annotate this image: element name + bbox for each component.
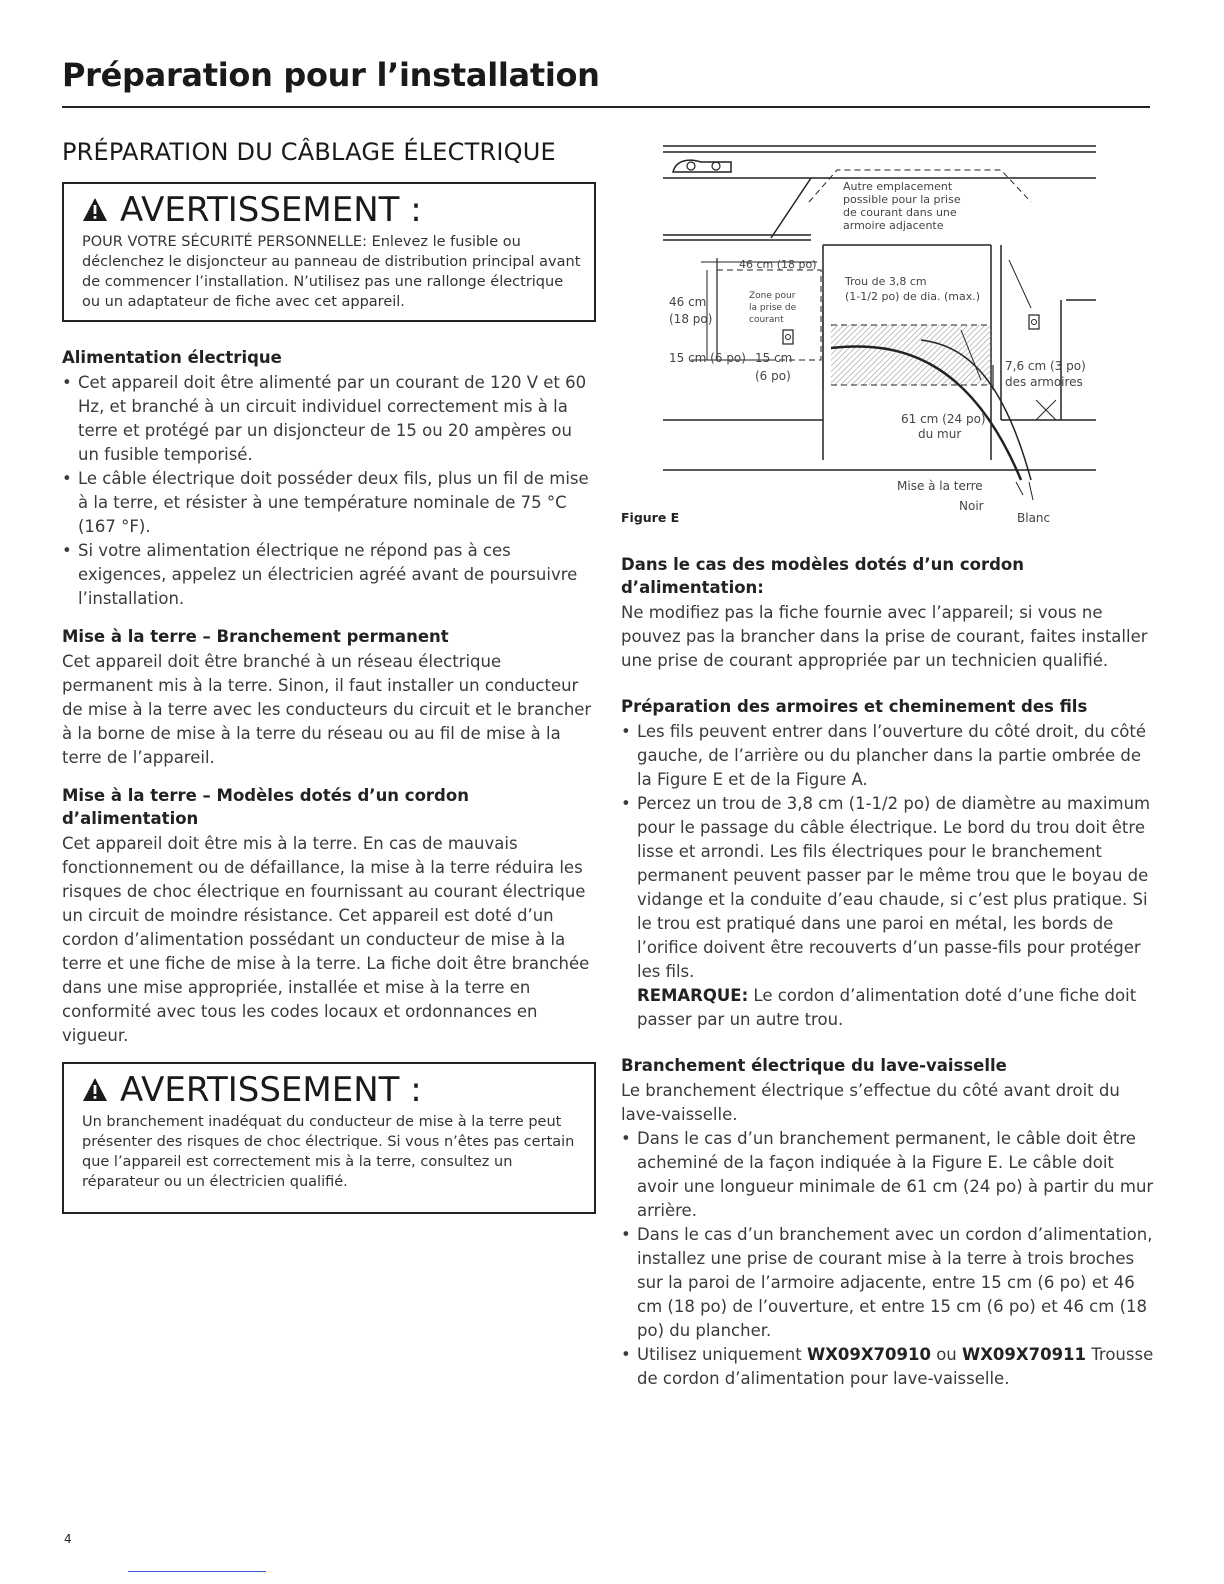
label-alt-location: de courant dans une [843,206,957,219]
section-title: PRÉPARATION DU CÂBLAGE ÉLECTRIQUE [62,138,556,166]
kit-text-mid: ou [930,1345,962,1364]
label-wall: du mur [918,427,962,441]
warning-title-2: AVERTISSEMENT : [120,1070,422,1110]
list-item: • Percez un trou de 3,8 cm (1-1/2 po) de diamètre au maximum pour le passage du câble électrique. Le bord du trou doit être lisse et arrondi. Les fils électriques pour le branchement permanent peuvent passer par le même trou que le boyau de vidange et la conduite d’eau chaude, si c’est plus pratique. Si le trou est pratiqué dans une paroi en métal, les bords de l’orifice doivent être recouverts d’un passe-fils pour protéger les fils. [621,792,1155,984]
note-label: REMARQUE: [637,986,749,1005]
page-number: 4 [64,1532,72,1546]
connection-heading: Branchement électrique du lave-vaisselle [621,1056,1007,1075]
list-item [621,1343,1155,1391]
grounding-permanent-text: Cet appareil doit être branché à un réseau électrique permanent mis à la terre. Sinon, il faut installer un conducteur de mise à la terre avec les conducteurs du circuit et le brancher à la borne de mise à la terre du réseau ou au fil de mise à la terre de l’appareil. [62,652,592,767]
label-height-46: (18 po) [669,312,713,326]
note-text: Le cordon d’alimentation doté d’une fiche doit passer par un autre trou. [637,986,1137,1029]
label-width-46: 46 cm (18 po) [739,258,817,271]
list-item: • Cet appareil doit être alimenté par un courant de 120 V et 60 Hz, et branché à un circuit individuel correctement mis à la terre et protégé par un disjoncteur de 15 ou 20 ampères ou un fusible temporisé. [62,371,596,467]
list-item: • Le câble électrique doit posséder deux fils, plus un fil de mise à la terre, et résister à une température nominale de 75 °C (167 °F). [62,467,596,539]
warning-triangle-icon [82,197,108,223]
cabinet-prep-note [621,984,1155,1032]
cord-models-text: Ne modifiez pas la fiche fournie avec l’appareil; si vous ne pouvez pas la brancher dans la prise de courant, faites installer une prise de courant appropriée par un technicien qualifié. [621,603,1148,670]
right-column [621,140,1155,1405]
label-hole: (1-1/2 po) de dia. (max.) [845,290,981,303]
label-zone: courant [749,315,784,325]
warning-title-1: AVERTISSEMENT : [120,190,422,230]
warning-heading-2 [82,1070,584,1110]
grounding-cord-heading: Mise à la terre – Modèles dotés d’un cordon d’alimentation [62,786,469,828]
label-15cm: 15 cm [755,351,793,365]
label-zone: Zone pour [749,291,796,301]
grounding-permanent-heading: Mise à la terre – Branchement permanent [62,627,449,646]
label-white: Blanc [1017,511,1051,525]
label-15cm: (6 po) [755,369,791,383]
label-ground: Mise à la terre [897,479,983,493]
list-item: • Si votre alimentation électrique ne répond pas à ces exigences, appelez un électricien agréé avant de poursuivre l’installation. [62,539,596,611]
label-alt-location: possible pour la prise [843,193,961,206]
label-hole: Trou de 3,8 cm [845,275,927,288]
warning-box-1 [62,182,596,322]
label-height-46: 46 cm [669,295,707,309]
footer-line [128,1571,266,1572]
kit-part-1: WX09X70910 [806,1345,931,1364]
cabinet-prep-heading: Préparation des armoires et cheminement des fils [621,697,1088,716]
list-item: • Dans le cas d’un branchement permanent, le câble doit être acheminé de la façon indiquée à la Figure E. Le câble doit avoir une longueur minimale de 61 cm (24 po) à partir du mur arrière. [621,1127,1155,1223]
label-zone: la prise de [749,303,797,313]
warning-text-1: POUR VOTRE SÉCURITÉ PERSONNELLE: Enlevez le fusible ou déclenchez le disjoncteur au panneau de distribution principal avant de commencer l’installation. N’utilisez pas une rallonge électrique ou un adaptateur de fiche avec cet appareil. [82,234,581,310]
wiring-diagram [621,140,1155,535]
list-item: • Dans le cas d’un branchement avec un cordon d’alimentation, installez une prise de courant mise à la terre à trois broches sur la paroi de l’armoire adjacente, entre 15 cm (6 po) et 46 cm (18 po) de l’ouverture, et entre 15 cm (6 po) et 46 cm (18 po) du plancher. [621,1223,1155,1343]
label-black: Noir [959,499,984,513]
label-alt-location: armoire adjacente [843,219,944,232]
kit-text-pre: Utilisez uniquement [637,1345,807,1364]
kit-part-2: WX09X70911 [962,1345,1087,1364]
label-alt-location: Autre emplacement [843,180,953,193]
power-supply-heading: Alimentation électrique [62,348,282,367]
cord-models-heading: Dans le cas des modèles dotés d’un cordon d’alimentation: [621,555,1024,597]
grounding-cord-text: Cet appareil doit être mis à la terre. En cas de mauvais fonctionnement ou de défaillance, la mise à la terre réduira les risques de choc électrique en fournissant au courant électrique un circuit de moindre résistance. Cet appareil est doté d’un cordon d’alimentation possédant un conducteur de mise à la terre et une fiche de mise à la terre. La fiche doit être branchée dans une mise appropriée, installée et mise à la terre en conformité avec tous les codes locaux et ordonnances en vigueur. [62,834,590,1045]
warning-triangle-icon [82,1077,108,1103]
warning-box-2 [62,1062,596,1214]
cabinet-prep-list [621,720,1155,984]
figure-caption: Figure E [621,510,680,525]
left-column [62,138,596,1238]
label-cabinet-gap: des armoires [1005,375,1083,389]
power-supply-list [62,371,596,611]
list-item: • Les fils peuvent entrer dans l’ouverture du côté droit, du côté gauche, de l’arrière ou du plancher dans la partie ombrée de la Figure E et de la Figure A. [621,720,1155,792]
label-wall: 61 cm (24 po) [901,412,986,426]
figure-e [621,140,1155,535]
label-15cm: 15 cm (6 po) [669,351,746,365]
connection-text: Le branchement électrique s’effectue du côté avant droit du lave-vaisselle. [621,1081,1120,1124]
label-cabinet-gap: 7,6 cm (3 po) [1005,359,1086,373]
warning-heading-1 [82,190,584,230]
page-title: Préparation pour l’installation [62,56,600,94]
connection-list [621,1127,1155,1391]
kit-text-post: Trousse de cordon d’alimentation pour lave-vaisselle. [637,1345,1154,1388]
title-divider [62,106,1150,108]
warning-text-2: Un branchement inadéquat du conducteur de mise à la terre peut présenter des risques de choc électrique. Si vous n’êtes pas certain que l’appareil est correctement mis à la terre, consultez un réparateur ou un électricien qualifié. [82,1114,575,1190]
